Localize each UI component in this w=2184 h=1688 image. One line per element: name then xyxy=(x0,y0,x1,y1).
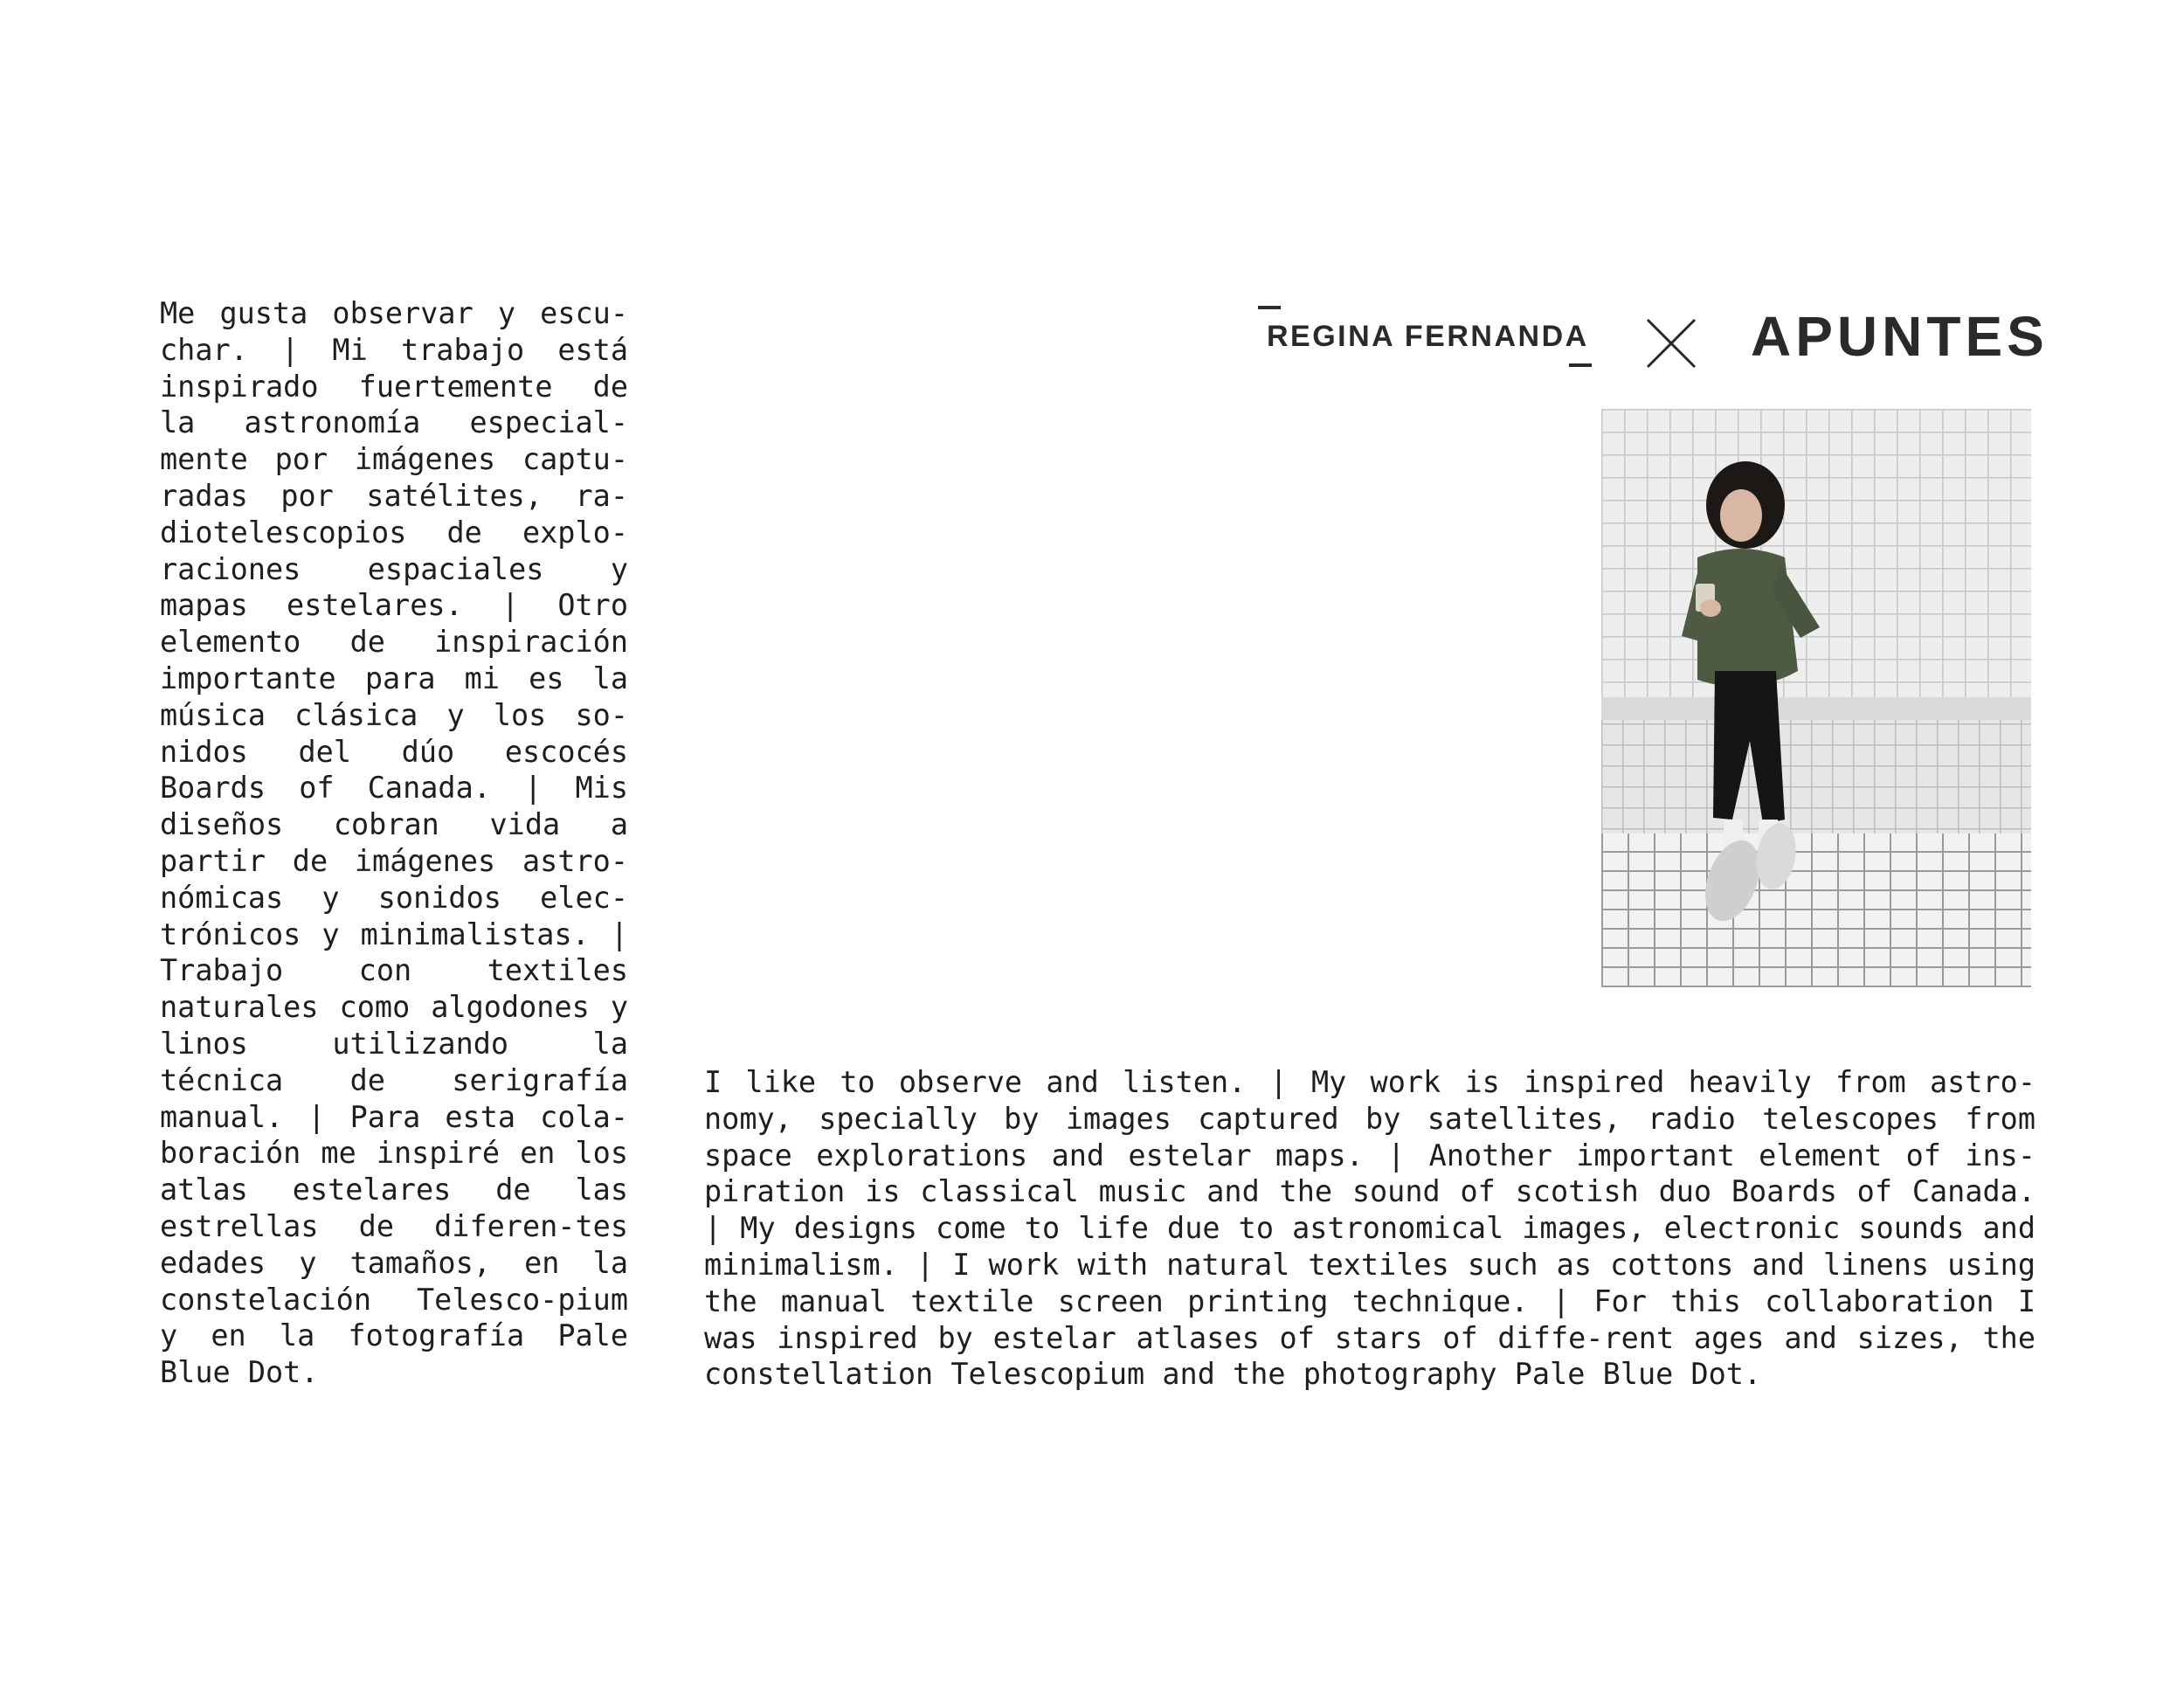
english-paragraph: I like to observe and listen. | My work is inspired heavily from astro-nomy, specially by images captured by satellites, radio telescopes from space explorations and estelar maps. | Another important element of ins-piration is classical music and the sound of scotish duo Boards of Canada. | My designs come to life due to astronomical images, electronic sounds and minimalism. | I work with natural textiles such as cottons and linens using the manual textile screen printing technique. | For this collaboration I was inspired by estelar atlases of stars of diffe-rent ages and sizes, the constellation Telescopium and the photography Pale Blue Dot. xyxy=(704,1065,2035,1392)
portrait-photo xyxy=(1601,409,2031,987)
brand-mark-top xyxy=(1258,306,1281,309)
x-cross-icon xyxy=(1646,318,1697,369)
brand-apuntes: APUNTES xyxy=(1751,305,2049,368)
brand-mark-bottom xyxy=(1569,363,1592,367)
collaboration-header xyxy=(1249,288,2049,376)
spanish-paragraph: Me gusta observar y escu-char. | Mi trabajo está inspirado fuertemente de la astronomía especial-mente por imágenes captu-radas por satélites, ra-diotelescopios de explo-raciones espaciales y mapas estelares. | Otro elemento de inspiración importante para mi es la música clásica y los so-nidos del dúo escocés Boards of Canada. | Mis diseños cobran vida a partir de imágenes astro-nómicas y sonidos elec-trónicos y minimalistas. | Trabajo con textiles naturales como algodones y linos utilizando la técnica de serigrafía manual. | Para esta cola-boración me inspiré en los atlas estelares de las estrellas de diferen-tes edades y tamaños, en la constelación Telesco-pium y en la fotografía Pale Blue Dot. xyxy=(160,296,628,1390)
brand-regina-fernanda: REGINA FERNANDA xyxy=(1267,320,1589,353)
